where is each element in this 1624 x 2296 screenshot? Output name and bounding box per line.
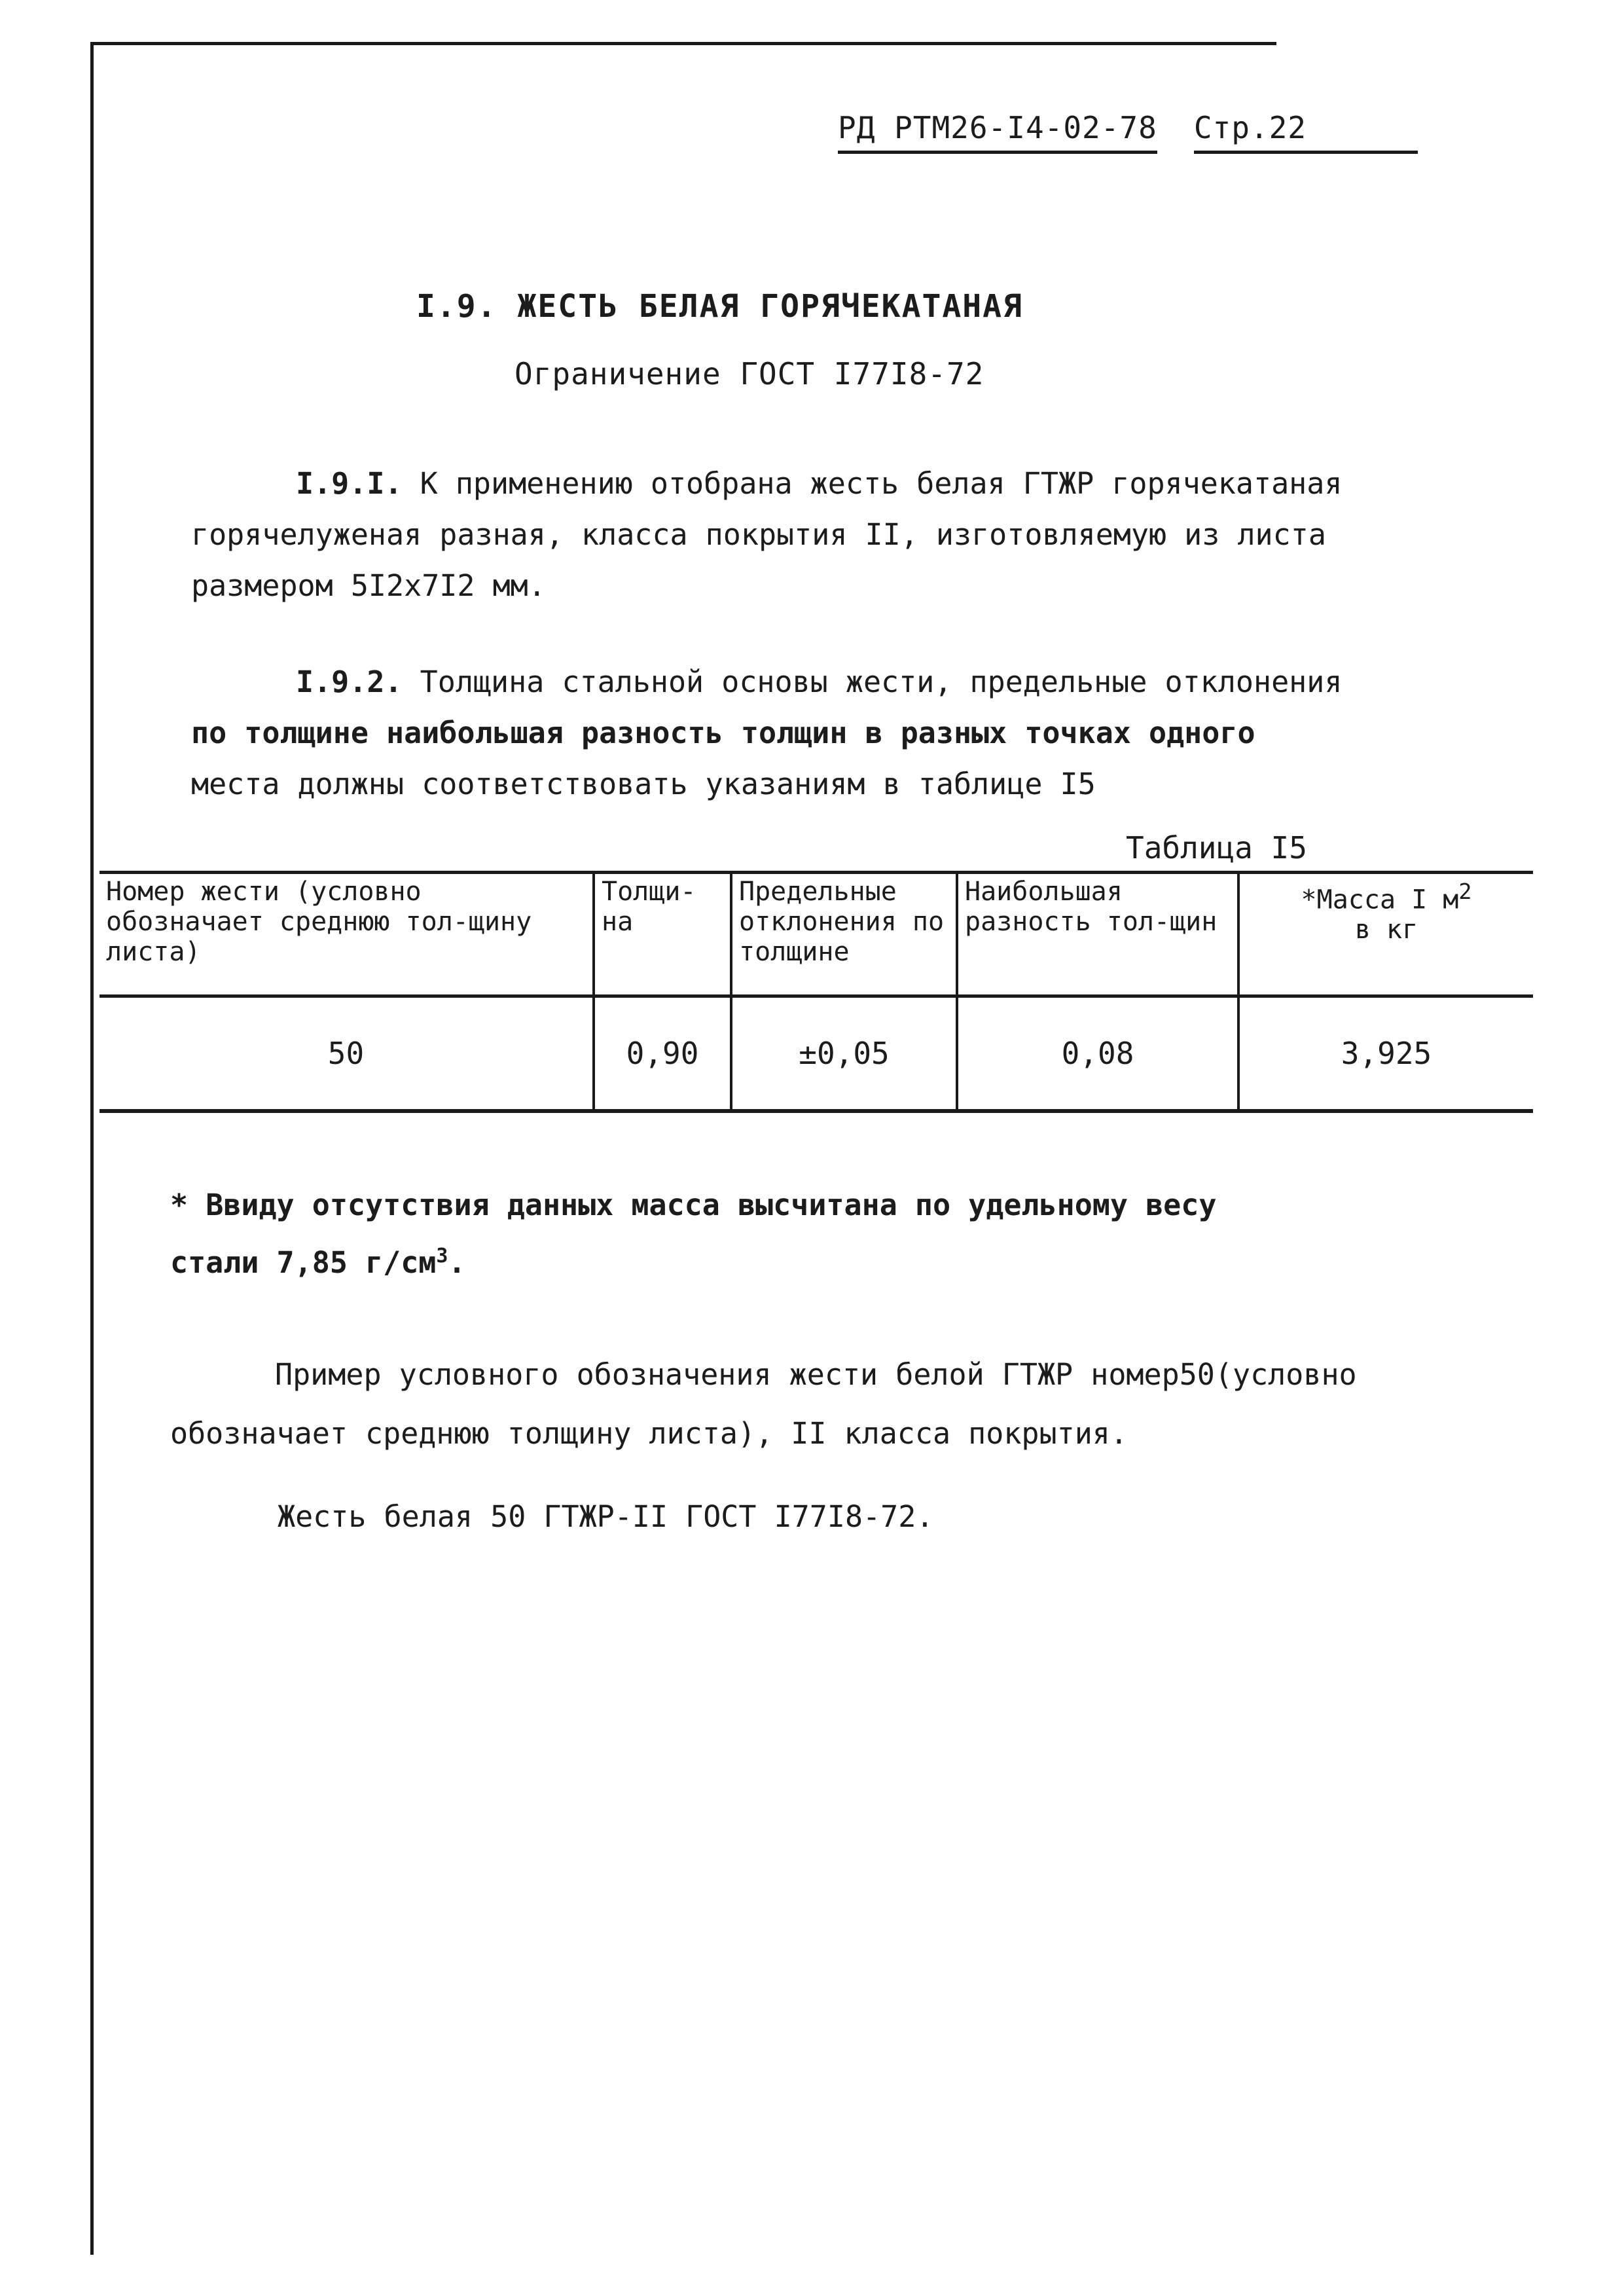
table-header-row bbox=[99, 873, 1533, 996]
footnote-star: * bbox=[170, 1188, 189, 1222]
table-15 bbox=[99, 871, 1533, 1113]
header-mass-unit: в кг bbox=[1354, 915, 1418, 945]
page-number: Стр.22 bbox=[1194, 110, 1418, 154]
cell-tolerance: ±0,05 bbox=[731, 996, 957, 1112]
table-caption: Таблица I5 bbox=[1126, 830, 1307, 866]
paragraph-1-9-2 bbox=[191, 657, 1520, 810]
paragraph-text-line: горячелуженая разная, класса покрытия II, изготовляемую из листа bbox=[191, 517, 1326, 552]
cell-difference: 0,08 bbox=[957, 996, 1238, 1112]
document-header bbox=[838, 110, 1418, 154]
header-difference: Наибольшая разность тол-щин bbox=[957, 873, 1238, 996]
page-frame-left bbox=[90, 42, 94, 2255]
paragraph-text-line: места должны соответствовать указаниям в таблице I5 bbox=[191, 767, 1096, 801]
cell-mass: 3,925 bbox=[1238, 996, 1533, 1112]
page-frame-top bbox=[92, 42, 1276, 45]
footnote-marker: * bbox=[1301, 884, 1317, 915]
header-tolerance: Предельные отклонения по толщине bbox=[731, 873, 957, 996]
cell-number: 50 bbox=[99, 996, 594, 1112]
paragraph-text-line: размером 5I2х7I2 мм. bbox=[191, 568, 546, 603]
section-subtitle: Ограничение ГОСТ I77I8-72 bbox=[514, 356, 984, 392]
section-title: I.9. ЖЕСТЬ БЕЛАЯ ГОРЯЧЕКАТАНАЯ bbox=[416, 288, 1023, 325]
example-line: обозначает среднюю толщину листа), II класса покрытия. bbox=[170, 1416, 1128, 1451]
footnote-sup: 3 bbox=[436, 1245, 448, 1267]
table-row bbox=[99, 996, 1533, 1112]
document-code: РД РТМ26-I4-02-78 bbox=[838, 110, 1157, 154]
footnote-end: . bbox=[448, 1245, 466, 1280]
designation-example bbox=[170, 1345, 1357, 1463]
paragraph-text-line: по толщине наибольшая разность толщин в разных точках одного bbox=[191, 716, 1255, 750]
example-line: Пример условного обозначения жести белой ГТЖР номер50(условно bbox=[275, 1357, 1357, 1392]
paragraph-number: I.9.2. bbox=[296, 665, 403, 699]
designation-text: Жесть белая 50 ГТЖР-II ГОСТ I77I8-72. bbox=[278, 1499, 934, 1534]
header-sheet-number: Номер жести (условно обозначает среднюю тол-щину листа) bbox=[99, 873, 594, 996]
header-mass-label: Масса I м bbox=[1316, 884, 1459, 915]
footnote-line: Ввиду отсутствия данных масса высчитана по удельному весу bbox=[206, 1188, 1217, 1222]
paragraph-1-9-1 bbox=[191, 458, 1520, 611]
paragraph-number: I.9.I. bbox=[296, 466, 403, 501]
footnote bbox=[170, 1180, 1216, 1288]
header-mass bbox=[1238, 873, 1533, 996]
header-mass-sup: 2 bbox=[1458, 879, 1472, 904]
paragraph-text-line: Толщина стальной основы жести, предельные отклонения bbox=[420, 665, 1343, 699]
cell-thickness: 0,90 bbox=[594, 996, 731, 1112]
footnote-line: стали 7,85 г/см bbox=[170, 1245, 437, 1280]
paragraph-text-line: К применению отобрана жесть белая ГТЖР горячекатаная bbox=[420, 466, 1343, 501]
header-thickness: Толщи-на bbox=[594, 873, 731, 996]
